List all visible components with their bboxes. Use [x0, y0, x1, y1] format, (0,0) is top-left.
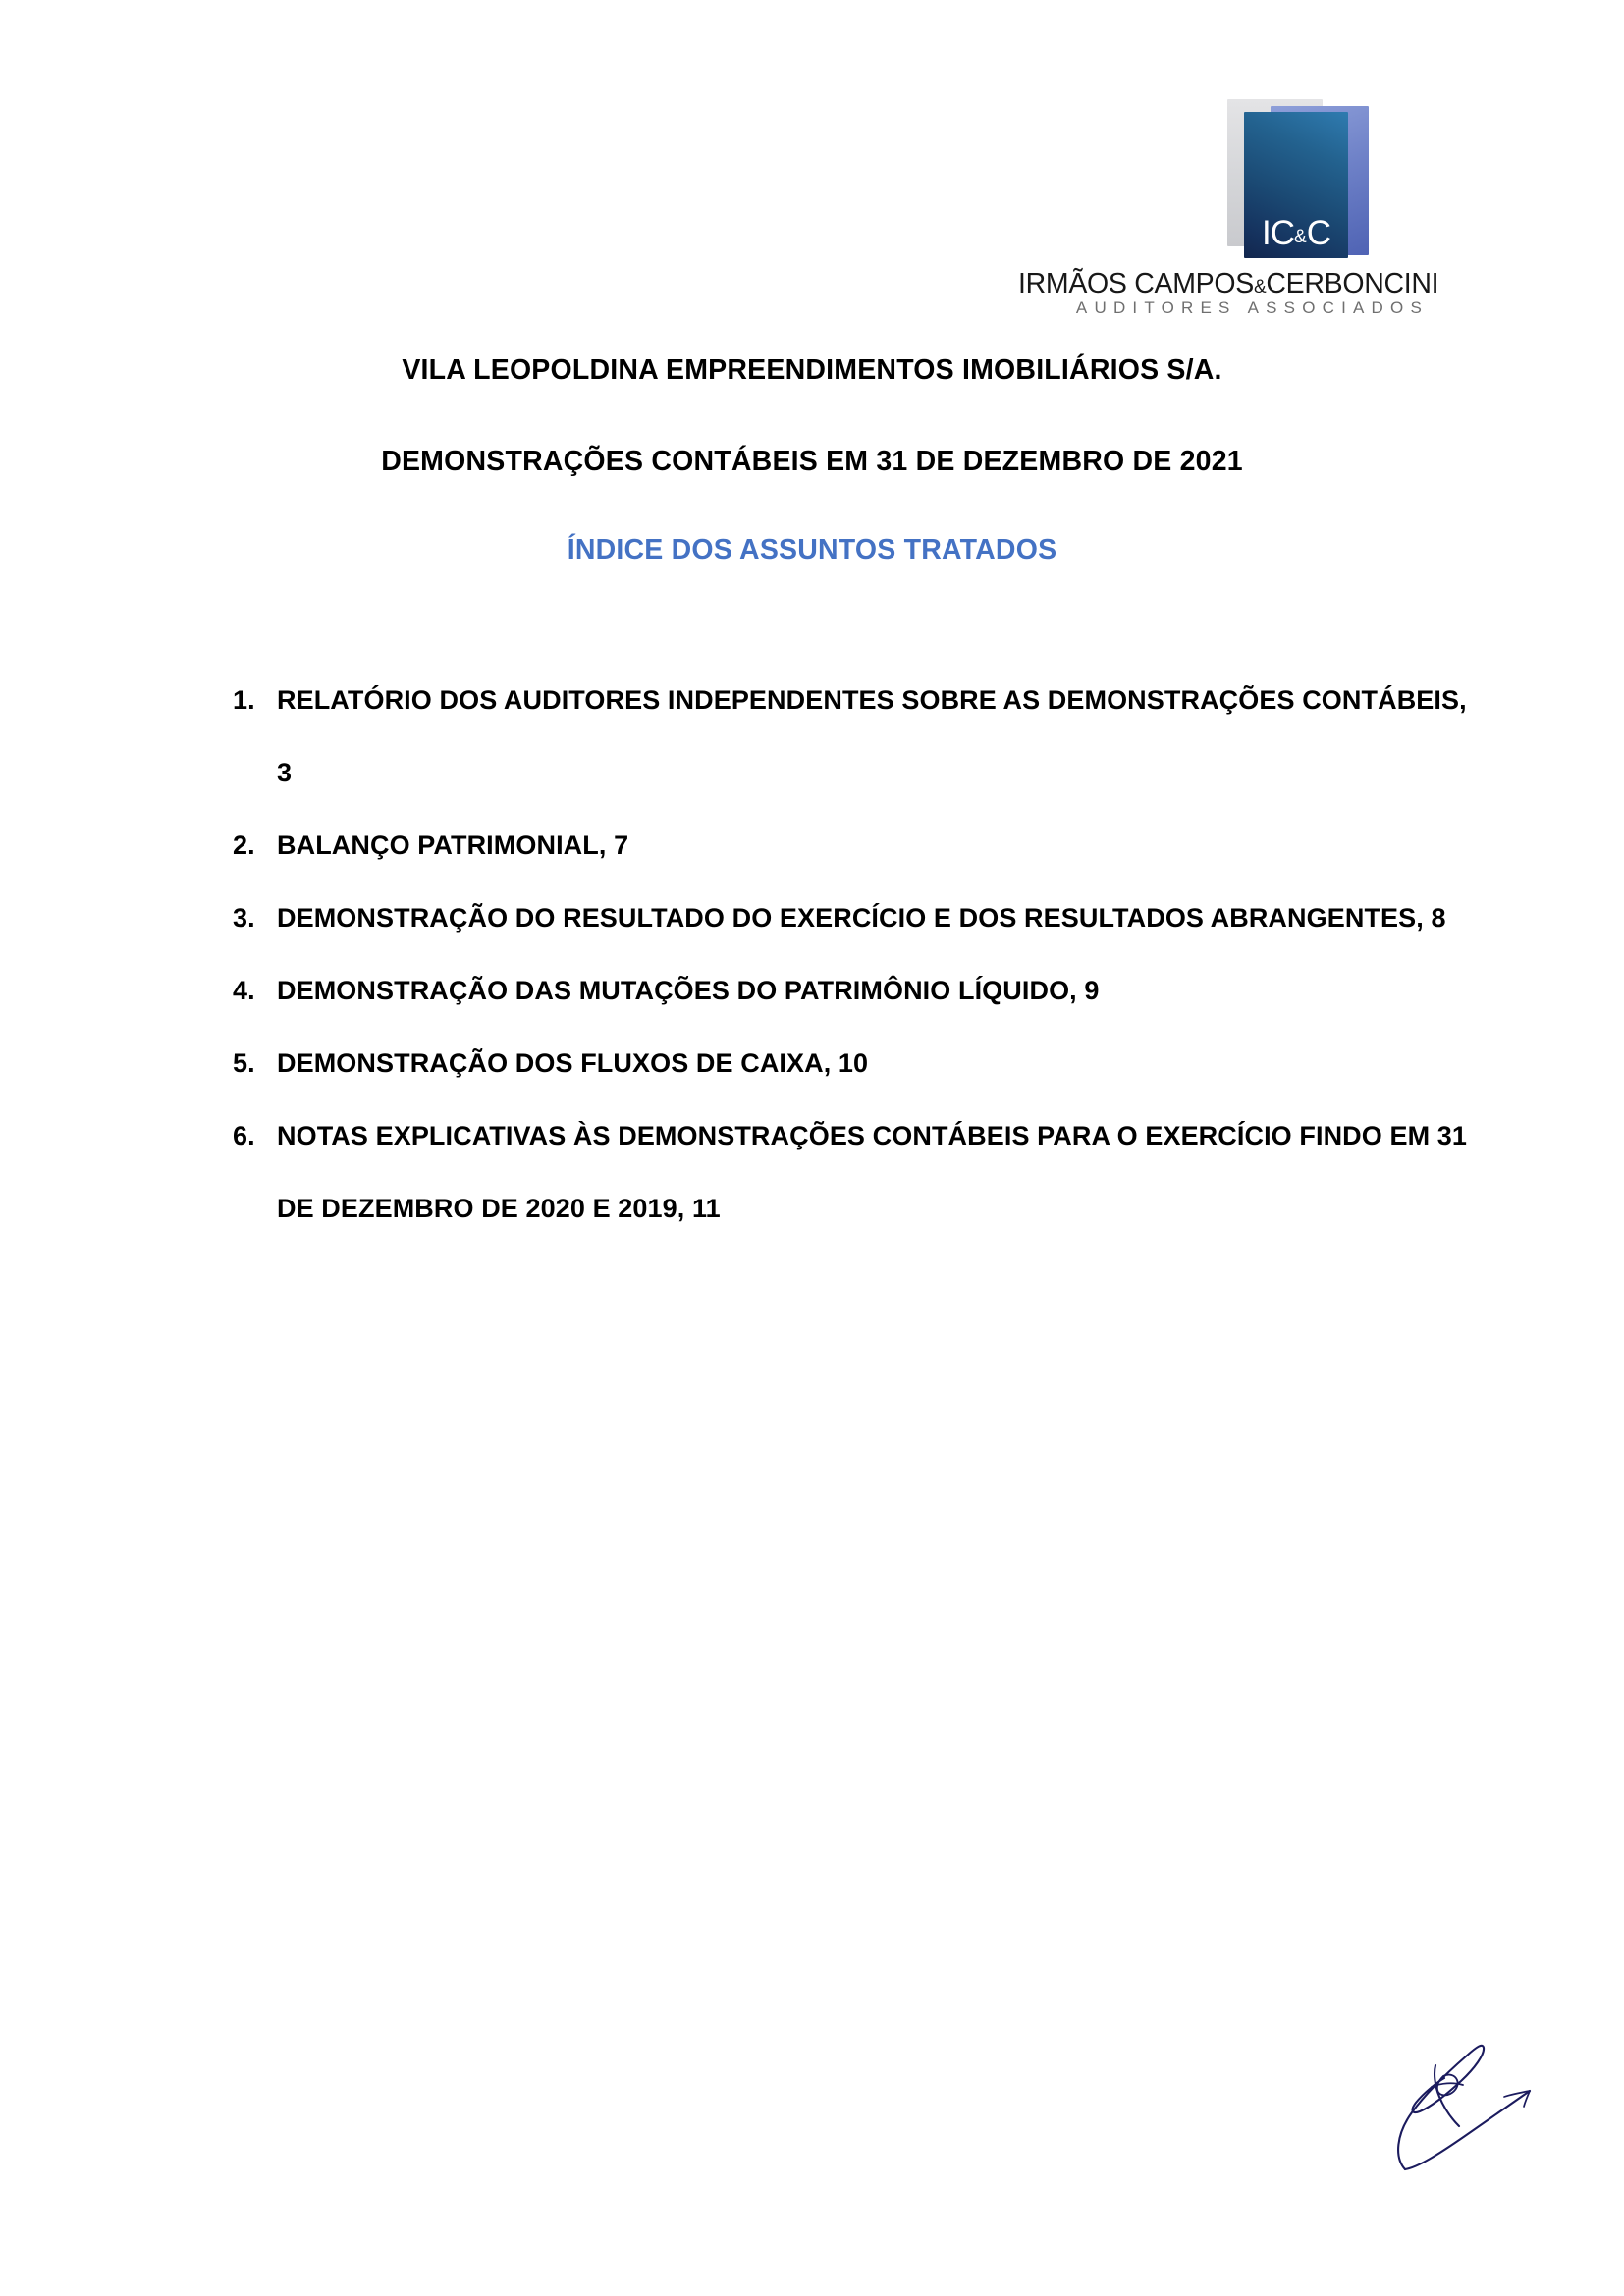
list-item: [0, 664, 1624, 809]
logo-monogram-ampersand: &: [1294, 227, 1307, 247]
list-item-label: DEMONSTRAÇÃO DOS FLUXOS DE CAIXA, 10: [277, 1048, 869, 1078]
logo-company-name-ampersand: &: [1253, 277, 1267, 297]
list-item-number: 6.: [233, 1121, 255, 1150]
logo-company-name-part2: CERBONCINI: [1266, 268, 1439, 299]
page-title-statement: DEMONSTRAÇÕES CONTÁBEIS EM 31 DE DEZEMBRO DE 2021: [381, 446, 1243, 478]
list-item-number: 4.: [233, 976, 255, 1005]
list-item-label: DEMONSTRAÇÃO DO RESULTADO DO EXERCÍCIO E DOS RESULTADOS ABRANGENTES, 8: [277, 903, 1446, 933]
index-list: [0, 664, 1624, 1245]
list-item-label: BALANÇO PATRIMONIAL, 7: [277, 830, 629, 860]
list-item-number: 2.: [233, 830, 255, 860]
page-title-company: VILA LEOPOLDINA EMPREENDIMENTOS IMOBILIÁRIOS S/A.: [402, 354, 1222, 386]
list-item: [0, 1027, 1624, 1099]
list-item: [0, 954, 1624, 1027]
logo-tagline: AUDITORES ASSOCIADOS: [1075, 298, 1429, 317]
list-item-label: NOTAS EXPLICATIVAS ÀS DEMONSTRAÇÕES CONTÁBEIS PARA O EXERCÍCIO FINDO EM 31 DE DEZEMBRO DE 2020 E 2019, 11: [277, 1121, 1468, 1223]
list-item-number: 3.: [233, 903, 255, 933]
logo-mark-monogram: [1244, 216, 1348, 250]
logo-company-name: [1018, 268, 1439, 299]
logo-mark: [1224, 90, 1401, 277]
list-item-number: 1.: [233, 685, 255, 715]
logo-company-name-part1: IRMÃOS CAMPOS: [1018, 268, 1254, 299]
logo-monogram-ic: IC: [1262, 214, 1295, 252]
list-item: [0, 881, 1624, 954]
document-headings: [0, 355, 1624, 565]
logo-monogram-c: C: [1306, 214, 1330, 252]
list-item-label: DEMONSTRAÇÃO DAS MUTAÇÕES DO PATRIMÔNIO LÍQUIDO, 9: [277, 976, 1100, 1005]
signature-image: [1373, 2014, 1584, 2186]
logo-sheet-main-icon: [1244, 112, 1348, 258]
list-item-number: 5.: [233, 1048, 255, 1078]
page-subtitle-index: ÍNDICE DOS ASSUNTOS TRATADOS: [567, 533, 1057, 565]
company-logo: [1018, 90, 1439, 326]
list-item-label: RELATÓRIO DOS AUDITORES INDEPENDENTES SOBRE AS DEMONSTRAÇÕES CONTÁBEIS, 3: [277, 685, 1467, 787]
list-item: [0, 1099, 1624, 1245]
list-item: [0, 809, 1624, 881]
